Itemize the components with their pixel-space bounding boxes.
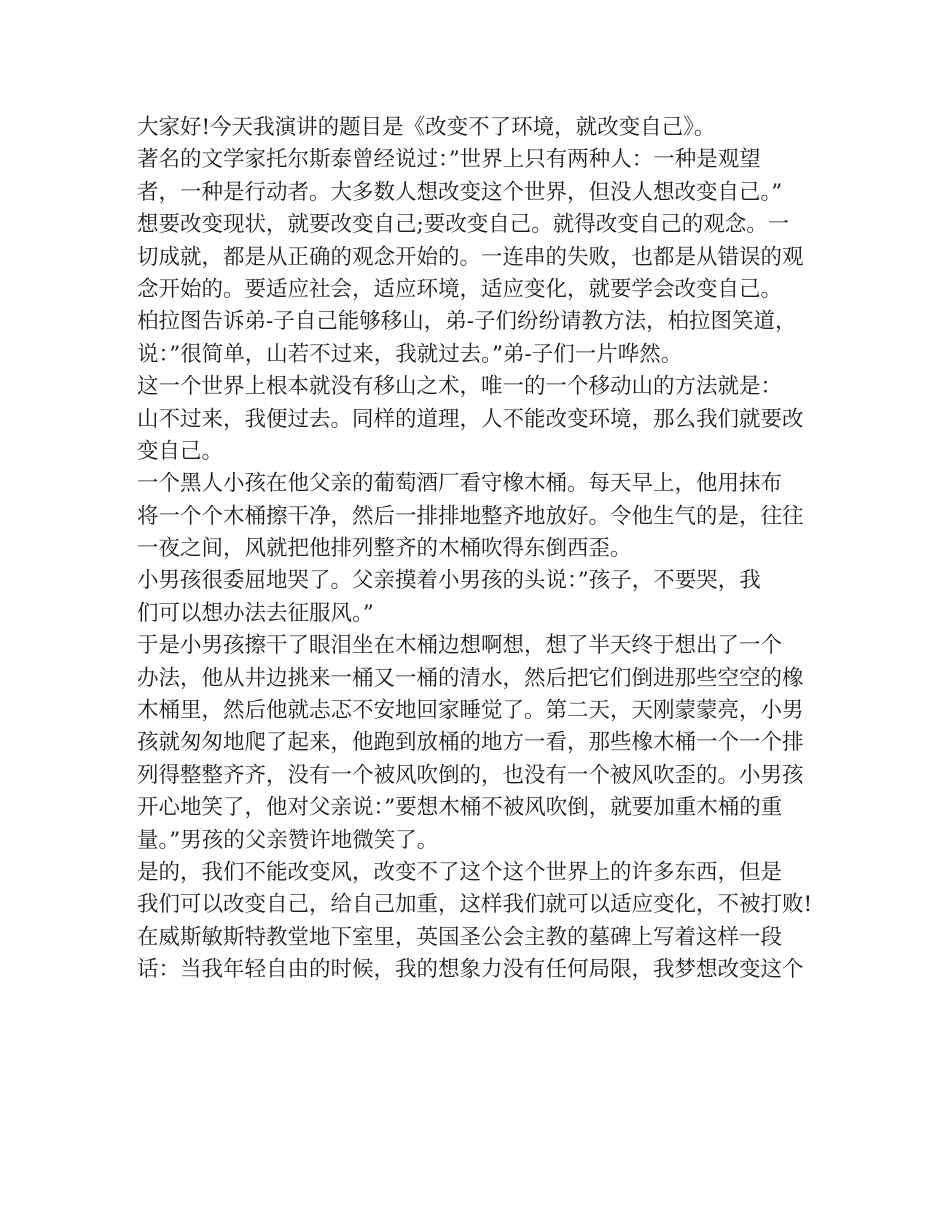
text-line: 说：”很简单，山若不过来，我就过去。”弟-子们一片哗然。 bbox=[137, 341, 683, 367]
text-line: 话：当我年轻自由的时候，我的想象力没有任何局限，我梦想改变这个 bbox=[137, 957, 804, 983]
text-line: 木桶里，然后他就忐忑不安地回家睡觉了。第二天，天刚蒙蒙亮，小男 bbox=[137, 698, 804, 724]
text-line: 一个黑人小孩在他父亲的葡萄酒厂看守橡木桶。每天早上，他用抹布 bbox=[137, 471, 783, 497]
text-line: 念开始的。要适应社会，适应环境，适应变化，就要学会改变自己。 bbox=[137, 276, 783, 302]
text-line: 在威斯敏斯特教堂地下室里，英国圣公会主教的墓碑上写着这样一段 bbox=[137, 924, 783, 950]
text-line: 大家好!今天我演讲的题目是《改变不了环境，就改变自己》。 bbox=[137, 115, 716, 140]
text-line: 列得整整齐齐，没有一个被风吹倒的，也没有一个被风吹歪的。小男孩 bbox=[137, 762, 804, 788]
text-line: 这一个世界上根本就没有移山之术，唯一的一个移动山的方法就是： bbox=[137, 374, 783, 400]
text-line: 一夜之间，风就把他排列整齐的木桶吹得东倒西歪。 bbox=[137, 536, 632, 562]
text-line: 想要改变现状，就要改变自己;要改变自己。就得改变自己的观念。一 bbox=[137, 212, 790, 238]
text-line: 我们可以改变自己，给自己加重，这样我们就可以适应变化，不被打败! bbox=[137, 892, 813, 918]
text-line: 是的，我们不能改变风，改变不了这个这个世界上的许多东西，但是 bbox=[137, 859, 783, 885]
text-line: 开心地笑了，他对父亲说：”要想木桶不被风吹倒，就要加重木桶的重 bbox=[137, 795, 783, 821]
document-body bbox=[137, 112, 827, 987]
text-line: 小男孩很委屈地哭了。父亲摸着小男孩的头说：”孩子，不要哭，我 bbox=[137, 568, 761, 594]
text-line: 们可以想办法去征服风。” bbox=[137, 600, 374, 626]
text-line: 将一个个木桶擦干净，然后一排排地整齐地放好。令他生气的是，往往 bbox=[137, 503, 804, 529]
text-line: 量。”男孩的父亲赞许地微笑了。 bbox=[137, 827, 439, 853]
text-line: 著名的文学家托尔斯泰曾经说过：”世界上只有两种人：一种是观望 bbox=[137, 147, 761, 173]
text-line: 柏拉图告诉弟-子自己能够移山，弟-子们纷纷请教方法，柏拉图笑道， bbox=[137, 309, 797, 335]
text-line: 变自己。 bbox=[137, 438, 224, 464]
text-line: 者，一种是行动者。大多数人想改变这个世界，但没人想改变自己。” bbox=[137, 179, 783, 205]
text-line: 山不过来，我便过去。同样的道理，人不能改变环境，那么我们就要改 bbox=[137, 406, 804, 432]
text-line: 孩就匆匆地爬了起来，他跑到放桶的地方一看，那些橡木桶一个一个排 bbox=[137, 730, 804, 756]
text-line: 办法，他从井边挑来一桶又一桶的清水，然后把它们倒进那些空空的橡 bbox=[137, 665, 804, 691]
text-line: 于是小男孩擦干了眼泪坐在木桶边想啊想，想了半天终于想出了一个 bbox=[137, 633, 783, 659]
text-line: 切成就，都是从正确的观念开始的。一连串的失败，也都是从错误的观 bbox=[137, 244, 804, 270]
